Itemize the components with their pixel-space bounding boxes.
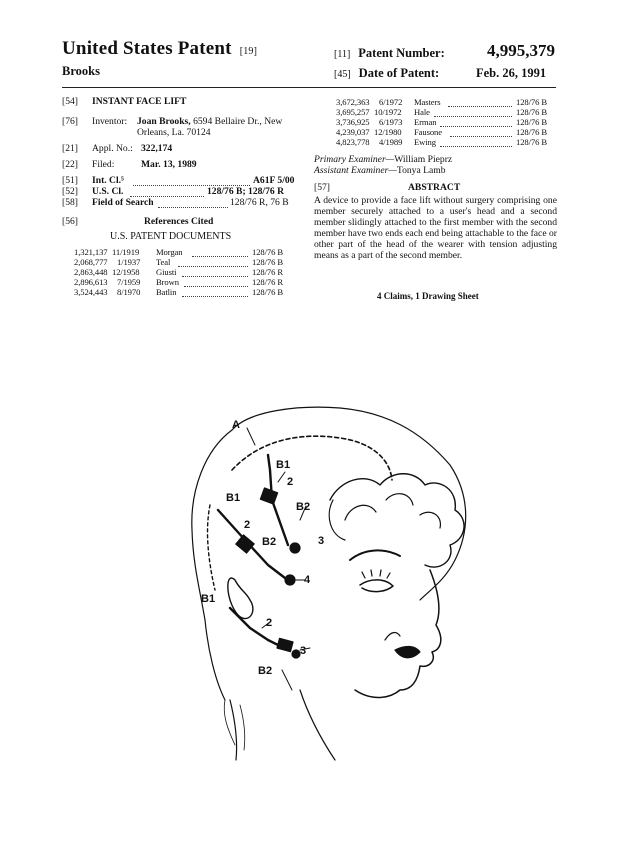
uscl-code: [52] bbox=[62, 186, 78, 197]
fig-label-3-top: 3 bbox=[318, 535, 324, 547]
fig-label-2-mid: 2 bbox=[244, 519, 250, 531]
search-value: 128/76 R, 76 B bbox=[230, 197, 289, 208]
inventor-code: [76] bbox=[62, 116, 78, 127]
refs-subtitle: U.S. PATENT DOCUMENTS bbox=[110, 231, 231, 242]
fig-label-b1-top: B1 bbox=[276, 459, 290, 471]
patent-header-title: United States Patent [19] bbox=[62, 38, 257, 60]
primary-examiner: Primary Examiner—William Pieprz bbox=[314, 154, 452, 165]
inventor-line2: Orleans, La. 70124 bbox=[137, 127, 211, 138]
search-code: [58] bbox=[62, 197, 78, 208]
refs-title: References Cited bbox=[144, 216, 213, 227]
date-of-patent: Feb. 26, 1991 bbox=[476, 66, 546, 81]
abstract-code: [57] bbox=[314, 182, 330, 193]
eyebrow bbox=[350, 550, 400, 560]
fig-label-b2-low: B2 bbox=[258, 665, 272, 677]
filed-code: [22] bbox=[62, 159, 78, 170]
intcl-code: [51] bbox=[62, 175, 78, 186]
patent-number-label: [11] Patent Number: bbox=[334, 46, 445, 61]
filed-date: Mar. 13, 1989 bbox=[141, 159, 197, 170]
title-code-54: [54] bbox=[62, 96, 78, 107]
lips bbox=[395, 646, 420, 657]
intcl-label: Int. Cl.⁵ bbox=[92, 175, 124, 186]
fig-label-a: A bbox=[232, 419, 240, 431]
claims-count: 4 Claims, 1 Drawing Sheet bbox=[377, 291, 479, 301]
fig-label-b1-left: B1 bbox=[226, 492, 240, 504]
filed-label: Filed: bbox=[92, 159, 114, 170]
fig-label-3-low: 3 bbox=[300, 645, 306, 657]
hair-curls bbox=[330, 474, 464, 567]
refs-code: [56] bbox=[62, 216, 78, 227]
uscl-value: 128/76 B; 128/76 R bbox=[207, 186, 284, 197]
patent-number: 4,995,379 bbox=[487, 41, 555, 61]
fig-label-4: 4 bbox=[304, 574, 311, 586]
eye bbox=[360, 580, 393, 592]
title-code: [19] bbox=[240, 46, 257, 57]
neck bbox=[230, 690, 335, 760]
abstract-text: A device to provide a face lift without surgery comprising one member securely attached to a user's head and a second member slidingly attached to the first member with the second member have two ends each end being attachable to the face or other part of the head of the wearer with tension adjusting means as a part of the second member. bbox=[314, 195, 557, 262]
fig-label-2-top: 2 bbox=[287, 476, 293, 488]
patent-drawing bbox=[0, 0, 618, 862]
invention-title: INSTANT FACE LIFT bbox=[92, 96, 186, 107]
header-inventor: Brooks bbox=[62, 64, 100, 79]
hair-back bbox=[192, 430, 232, 700]
ear bbox=[228, 578, 253, 619]
appl-number: 322,174 bbox=[141, 143, 172, 154]
appl-code: [21] bbox=[62, 143, 78, 154]
band-dashed bbox=[232, 436, 392, 480]
search-label: Field of Search bbox=[92, 197, 154, 208]
inventor-line1: Joan Brooks, 6594 Bellaire Dr., New bbox=[137, 116, 282, 127]
fig-label-b2-right: B2 bbox=[296, 501, 310, 513]
fig-label-2-low: 2 bbox=[266, 617, 272, 629]
inventor-label: Inventor: bbox=[92, 116, 127, 127]
intcl-value: A61F 5/00 bbox=[253, 175, 294, 186]
abstract-heading: ABSTRACT bbox=[408, 182, 460, 193]
fig-label-b2-mid: B2 bbox=[262, 536, 276, 548]
uscl-label: U.S. Cl. bbox=[92, 186, 123, 197]
assistant-examiner: Assistant Examiner—Tonya Lamb bbox=[314, 165, 446, 176]
appl-label: Appl. No.: bbox=[92, 143, 133, 154]
fig-label-b1-low: B1 bbox=[201, 593, 215, 605]
date-of-patent-label: [45] Date of Patent: bbox=[334, 66, 439, 81]
